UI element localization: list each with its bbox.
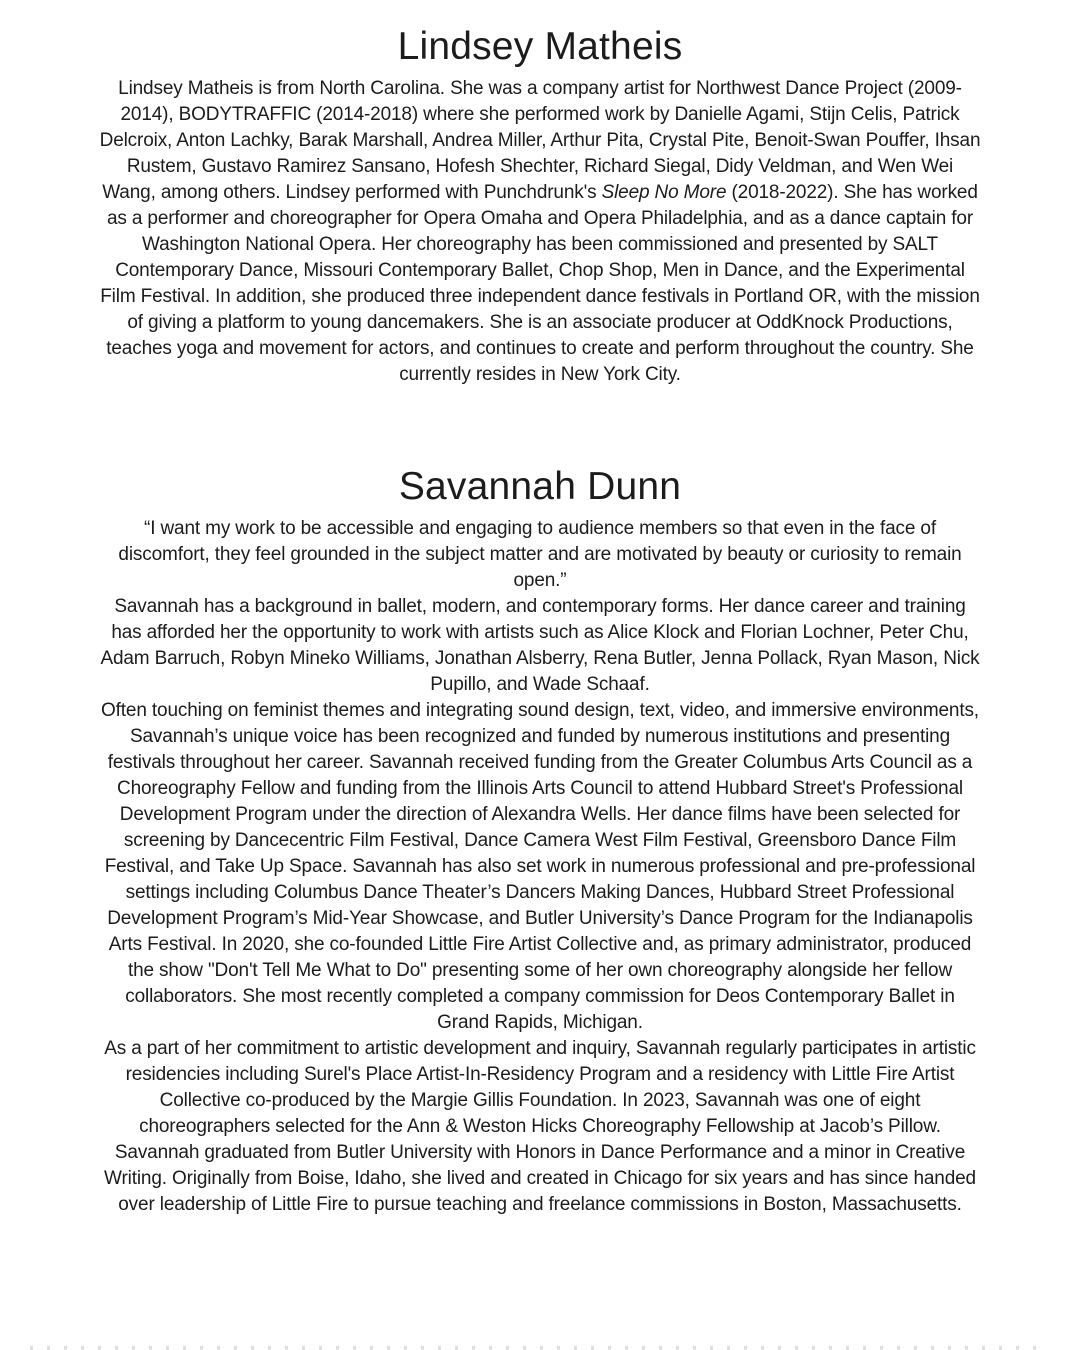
bio-content [98, 0, 982, 1218]
bio-paragraph [98, 76, 982, 388]
bio-section-lindsey-matheis [98, 23, 982, 388]
text-run: Lindsey Matheis is from North Carolina. She was a company artist for Northwest Dance Project (2009-2014), BODYTRAFFIC (2014-2018) where she performed work by Danielle Agami, Stijn Celis, Patrick Delcroix, Anton Lachky, Barak Marshall, Andrea Miller, Arthur Pita, Crystal Pite, Benoit-Swan Pouffer, Ihsan Rustem, Gustavo Ramirez Sansano, Hofesh Shechter, Richard Siegal, Didy Veldman, and Wen Wei Wang, among others. Lindsey performed with Punchdrunk's [99, 78, 981, 203]
section-title-lindsey-matheis: Lindsey Matheis [397, 25, 683, 68]
cropped-next-line-artifact [30, 1346, 1050, 1350]
bio-paragraph [98, 1036, 982, 1140]
bio-paragraph [98, 1140, 982, 1218]
text-run: Savannah has a background in ballet, modern, and contemporary forms. Her dance career and training has afforded her the opportunity to work with artists such as Alice Klock and Florian Lochner, Peter Chu, Adam Barruch, Robyn Mineko Williams, Jonathan Alsberry, Rena Butler, Jenna Pollack, Ryan Mason, Nick Pupillo, and Wade Schaaf. [100, 596, 980, 695]
text-run: (2018-2022). She has worked as a performer and choreographer for Opera Omaha and Opera Philadelphia, and as a dance captain for Washington National Opera. Her choreography has been commissioned and presented by SALT Contemporary Dance, Missouri Contemporary Ballet, Chop Shop, Men in Dance, and the Experimental Film Festival. In addition, she produced three independent dance festivals in Portland OR, with the mission of giving a platform to young dancemakers. She is an associate producer at OddKnock Productions, teaches yoga and movement for actors, and continues to create and perform throughout the country. She currently resides in New York City. [100, 182, 980, 385]
text-run: “I want my work to be accessible and engaging to audience members so that even in the face of discomfort, they feel grounded in the subject matter and are motivated by beauty or curiosity to remain open.” [118, 518, 962, 591]
bio-paragraph [98, 594, 982, 698]
text-run: Often touching on feminist themes and integrating sound design, text, video, and immersive environments, Savannah’s unique voice has been recognized and funded by numerous institutions and presenting festivals throughout her career. Savannah received funding from the Greater Columbus Arts Council as a Choreography Fellow and funding from the Illinois Arts Council to attend Hubbard Street's Professional Development Program under the direction of Alexandra Wells. Her dance films have been selected for screening by Dancecentric Film Festival, Dance Camera West Film Festival, Greensboro Dance Film Festival, and Take Up Space. Savannah has also set work in numerous professional and pre-professional settings including Columbus Dance Theater’s Dancers Making Dances, Hubbard Street Professional Development Program’s Mid-Year Showcase, and Butler University’s Dance Program for the Indianapolis Arts Festival. In 2020, she co-founded Little Fire Artist Collective and, as primary administrator, produced the show "Don't Tell Me What to Do" presenting some of her own choreography alongside her fellow collaborators. She most recently completed a company commission for Deos Contemporary Ballet in Grand Rapids, Michigan. [101, 700, 979, 1033]
bio-section-savannah-dunn [98, 463, 982, 1218]
bio-paragraph [98, 698, 982, 1036]
bio-paragraph [98, 516, 982, 594]
text-run: Savannah graduated from Butler University with Honors in Dance Performance and a minor in Creative Writing. Originally from Boise, Idaho, she lived and created in Chicago for six years and has since handed over leadership of Little Fire to pursue teaching and freelance commissions in Boston, Massachusetts. [104, 1142, 976, 1215]
text-run: As a part of her commitment to artistic development and inquiry, Savannah regularly participates in artistic residencies including Surel's Place Artist-In-Residency Program and a residency with Little Fire Artist Collective co-produced by the Margie Gillis Foundation. In 2023, Savannah was one of eight choreographers selected for the Ann & Weston Hicks Choreography Fellowship at Jacob’s Pillow. [104, 1038, 976, 1137]
italic-text-run: Sleep No More [601, 182, 727, 203]
section-title-savannah-dunn: Savannah Dunn [398, 465, 682, 508]
